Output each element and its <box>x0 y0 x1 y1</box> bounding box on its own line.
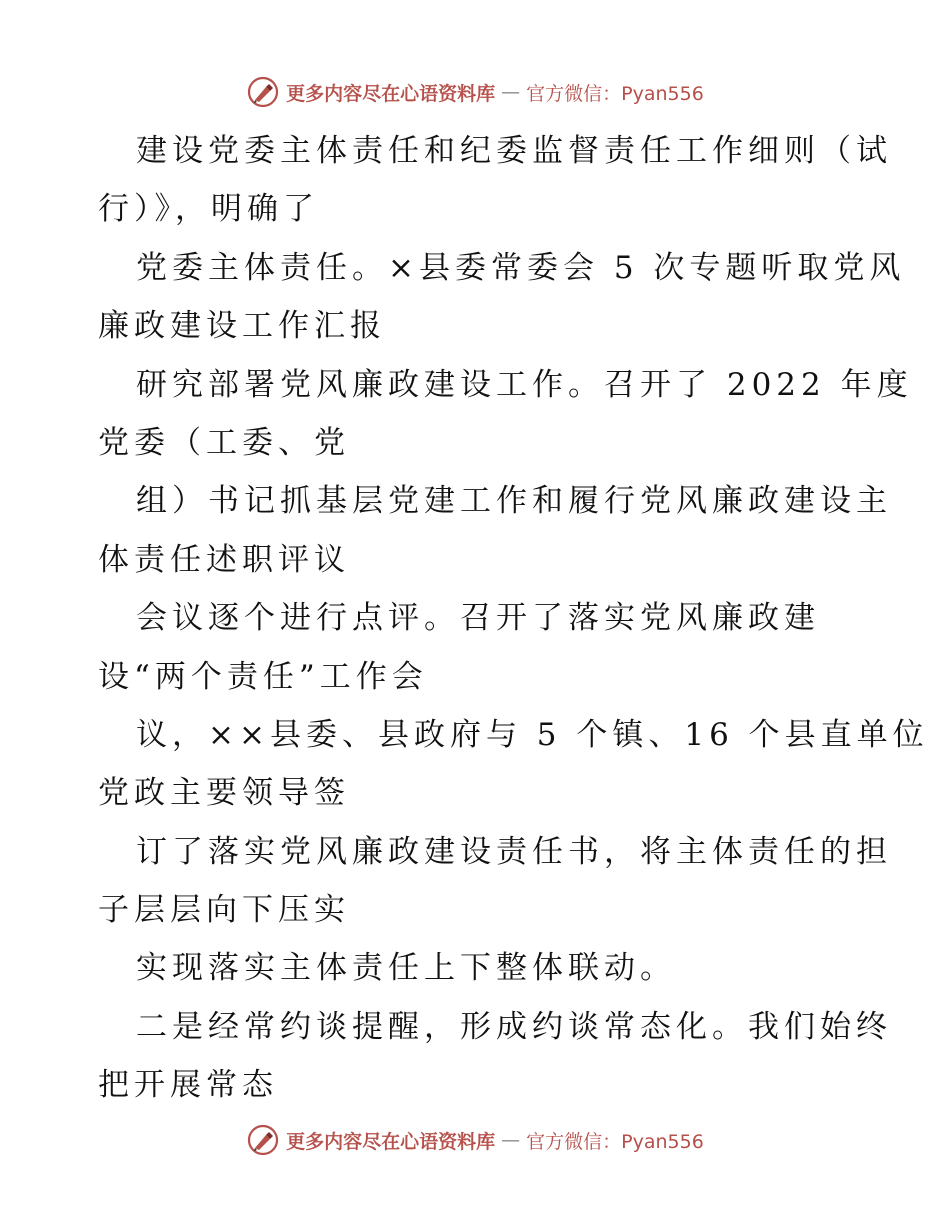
text-line: 党委（工委、党 <box>98 424 350 461</box>
text-line: 体责任述职评议 <box>98 541 350 578</box>
pen-logo-icon <box>246 1123 280 1157</box>
header-banner-content <box>246 75 704 109</box>
text-line: 会议逐个进行点评。召开了落实党风廉政建 <box>136 600 820 637</box>
text-line: 把开展常态 <box>98 1067 278 1104</box>
header-banner-separator: — <box>501 81 521 103</box>
header-banner <box>0 72 950 112</box>
text-line: 廉政建设工作汇报 <box>98 308 386 345</box>
text-line: 设“两个责任”工作会 <box>98 658 428 695</box>
text-line: 订了落实党风廉政建设责任书，将主体责任的担 <box>136 833 892 870</box>
header-banner-title: 更多内容尽在心语资料库 <box>286 82 496 105</box>
text-line: 子层层向下压实 <box>98 892 350 929</box>
document-body <box>98 122 929 1115</box>
text-line: 党政主要领导签 <box>98 775 350 812</box>
text-line: 党委主体责任。×县委常委会 5 次专题听取党风 <box>136 249 906 286</box>
footer-banner-title: 更多内容尽在心语资料库 <box>286 1130 496 1153</box>
text-line: 行）》，明确了 <box>98 191 319 228</box>
header-banner-wechat: 官方微信：Pyan556 <box>526 82 704 105</box>
text-line: 组）书记抓基层党建工作和履行党风廉政建设主 <box>136 483 892 520</box>
text-line: 二是经常约谈提醒，形成约谈常态化。我们始终 <box>136 1008 892 1045</box>
footer-banner-separator: — <box>501 1129 521 1151</box>
text-line: 建设党委主体责任和纪委监督责任工作细则（试 <box>136 133 892 169</box>
footer-banner <box>0 1120 950 1160</box>
pen-logo-icon <box>246 75 280 109</box>
text-line: 议，××县委、县政府与 5 个镇、16 个县直单位 <box>136 716 929 753</box>
footer-banner-wechat: 官方微信：Pyan556 <box>526 1130 704 1153</box>
text-line: 研究部署党风廉政建设工作。召开了 2022 年度 <box>136 366 913 403</box>
text-line: 实现落实主体责任上下整体联动。 <box>136 950 676 987</box>
footer-banner-content <box>246 1123 704 1157</box>
